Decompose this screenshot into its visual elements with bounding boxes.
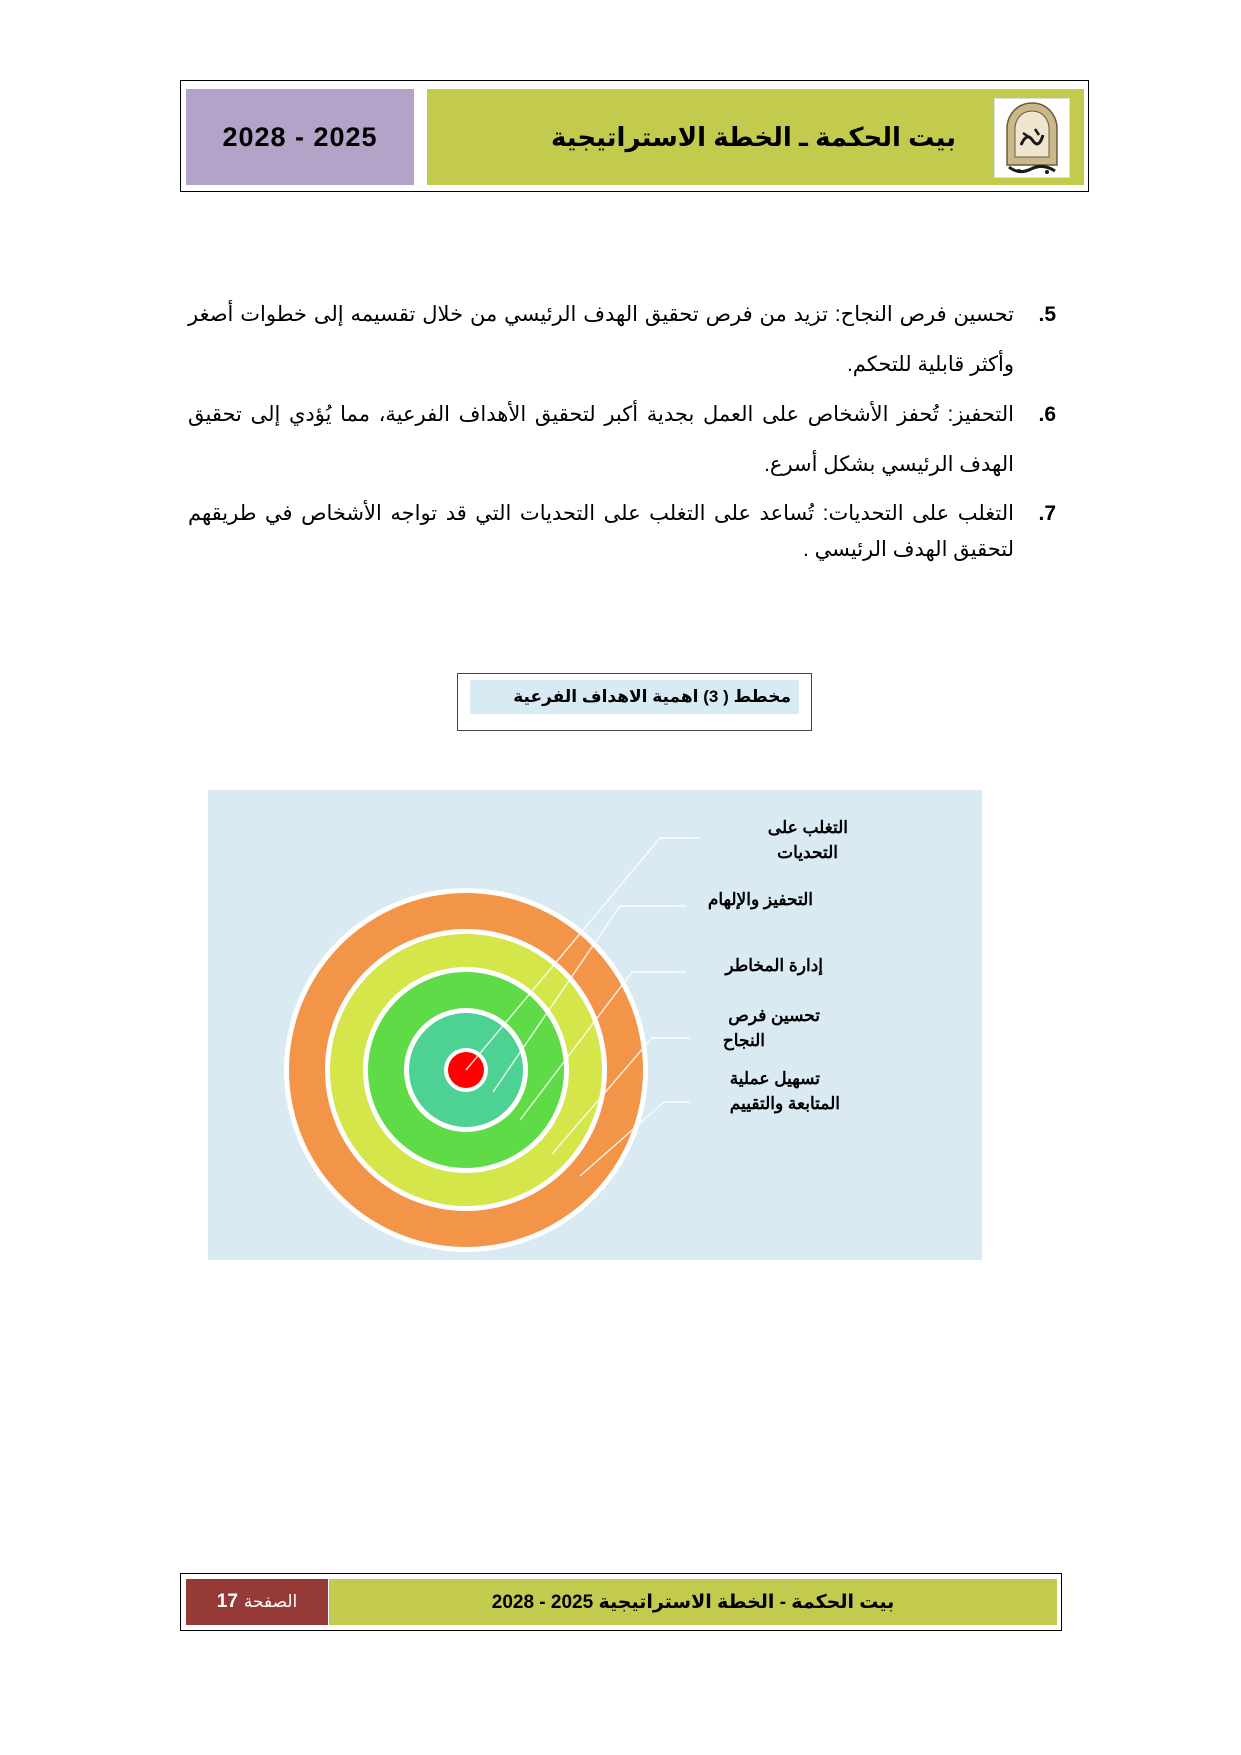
- importance-list: [188, 290, 1056, 568]
- list-item-text: التغلب على التحديات: تُساعد على التغلب على التحديات التي قد تواجه الأشخاص في طريقهم لتحقيق الهدف الرئيسي .: [188, 502, 1014, 561]
- page-header: [180, 80, 1089, 192]
- list-item: [188, 290, 1056, 390]
- label-followup-line1: تسهيل عملية: [729, 1069, 820, 1088]
- list-item-text: تحسين فرص النجاح: تزيد من فرص تحقيق الهدف الرئيسي من خلال تقسيمه إلى خطوات أصغر وأكثر قابلية للتحكم.: [188, 303, 1014, 376]
- list-item: [188, 390, 1056, 490]
- page-number-box: [186, 1579, 328, 1625]
- diagram-caption: مخطط ( 3) اهمية الاهداف الفرعية: [470, 680, 799, 714]
- concentric-goals-diagram: [208, 790, 982, 1260]
- list-item-number: .6: [1038, 403, 1056, 426]
- label-success-line2: النجاح: [722, 1031, 765, 1050]
- list-item-number: .7: [1038, 502, 1056, 525]
- header-years: 2028 - 2025: [186, 89, 414, 185]
- label-motivation: التحفيز والإلهام: [707, 890, 813, 909]
- list-item-text: التحفيز: تُحفز الأشخاص على العمل بجدية أكبر لتحقيق الأهداف الفرعية، مما يُؤدي إلى تحقيق الهدف الرئيسي بشكل أسرع.: [188, 403, 1014, 476]
- bayt-al-hikma-logo-icon: [994, 98, 1070, 178]
- label-success-line1: تحسين فرص: [728, 1006, 820, 1025]
- label-followup-line2: المتابعة والتقييم: [729, 1094, 840, 1113]
- footer-title: بيت الحكمة - الخطة الاستراتيجية 2025 - 2028: [329, 1579, 1057, 1625]
- page-footer: [180, 1573, 1062, 1631]
- list-item: [188, 496, 1056, 568]
- label-challenges-line2: التحديات: [777, 843, 838, 862]
- label-challenges-line1: التغلب على: [767, 818, 848, 837]
- list-item-number: .5: [1038, 303, 1056, 326]
- header-title-bar: [427, 89, 1084, 185]
- diagram-caption-box: [457, 673, 812, 731]
- page-label: الصفحة: [243, 1592, 298, 1611]
- label-risk-management: إدارة المخاطر: [725, 956, 823, 975]
- header-title: بيت الحكمة ـ الخطة الاستراتيجية: [551, 121, 956, 152]
- page-number: 17: [216, 1591, 238, 1612]
